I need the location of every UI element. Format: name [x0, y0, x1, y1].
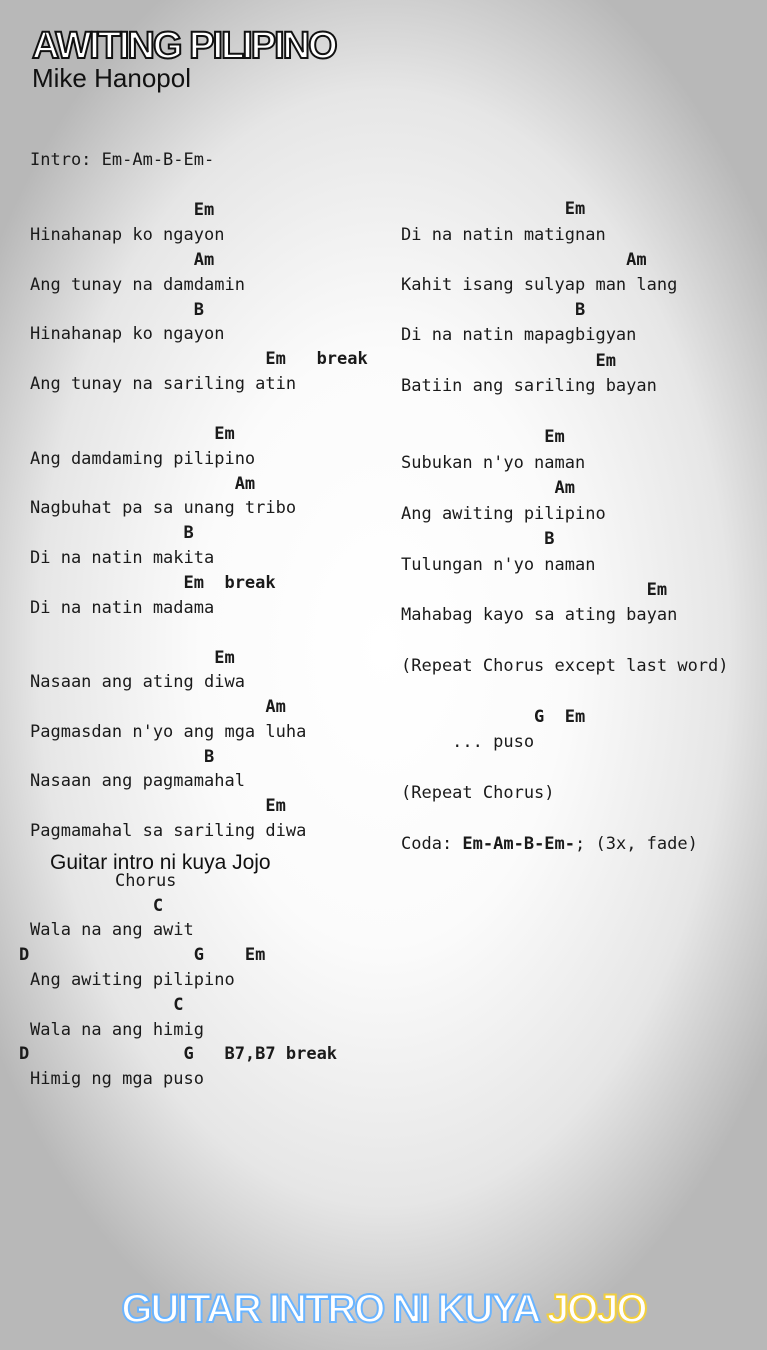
banner-text-part1: GUITAR INTRO NI KUYA — [121, 1287, 547, 1331]
chord-line: C — [30, 995, 184, 1015]
lyric-line: Hinahanap ko ngayon — [30, 324, 225, 344]
chord-line: G Em — [401, 707, 586, 727]
lyric-line: Nasaan ang pagmamahal — [30, 771, 245, 791]
intro-line: Intro: Em-Am-B-Em- — [30, 150, 215, 170]
chord-line: Em — [401, 199, 586, 219]
lyric-line: Ang tunay na damdamin — [30, 275, 245, 295]
lyric-line: Himig ng mga puso — [30, 1069, 204, 1089]
chord-line: Em — [401, 351, 616, 371]
chord-line: Am — [30, 250, 215, 270]
lyric-line: Subukan n'yo naman — [401, 453, 586, 473]
chord-line: Em — [30, 200, 215, 220]
lyric-line: Di na natin makita — [30, 548, 215, 568]
lyric-line: Di na natin matignan — [401, 225, 606, 245]
guitar-intro-note: Guitar intro ni kuya Jojo — [50, 851, 271, 874]
guitar-intro-banner — [0, 1284, 767, 1334]
lyric-line: Ang damdaming pilipino — [30, 449, 256, 469]
chord-line: Em — [30, 648, 235, 668]
repeat-chorus-note: (Repeat Chorus) — [401, 783, 555, 803]
chord-line: B — [30, 523, 194, 543]
chord-line: B — [30, 747, 215, 767]
song-title: AWITING PILIPINO — [32, 25, 336, 67]
coda-label: Coda: — [401, 834, 463, 854]
chord-line: G B7,B7 break — [30, 1044, 338, 1064]
lyric-line: Ang awiting pilipino — [30, 970, 235, 990]
chord-line: Em — [30, 424, 235, 444]
lyric-line: Di na natin madama — [30, 598, 215, 618]
chord-line: D — [19, 945, 30, 965]
chord-line: G Em — [30, 945, 266, 965]
chord-line: Am — [401, 250, 647, 270]
chord-line: B — [30, 300, 204, 320]
lyric-line: Wala na ang himig — [30, 1020, 204, 1040]
lyric-line: Wala na ang awit — [30, 920, 194, 940]
chord-line: B — [401, 300, 586, 320]
chorus-label: Chorus — [115, 871, 177, 891]
lyric-line: Nasaan ang ating diwa — [30, 672, 245, 692]
lyric-line: Kahit isang sulyap man lang — [401, 275, 678, 295]
coda-suffix: ; (3x, fade) — [575, 834, 698, 854]
chord-line: Em break — [30, 573, 276, 593]
coda-chords: Em-Am-B-Em- — [462, 834, 576, 854]
repeat-chorus-note: (Repeat Chorus except last word) — [401, 656, 729, 676]
lyric-line: Mahabag kayo sa ating bayan — [401, 605, 678, 625]
chord-line: B — [401, 529, 555, 549]
lyric-line: Batiin ang sariling bayan — [401, 376, 657, 396]
lyric-line: Pagmamahal sa sariling diwa — [30, 821, 307, 841]
lyric-line: Tulungan n'yo naman — [401, 555, 596, 575]
coda-line — [401, 834, 698, 854]
chord-line: Am — [30, 474, 256, 494]
lyric-line: Ang awiting pilipino — [401, 504, 606, 524]
chord-line: Em — [401, 427, 565, 447]
lyric-line: Pagmasdan n'yo ang mga luha — [30, 722, 307, 742]
chord-line: Em break — [30, 349, 368, 369]
chord-line: Am — [30, 697, 286, 717]
lyric-line: Nagbuhat pa sa unang tribo — [30, 498, 297, 518]
lyric-line: Hinahanap ko ngayon — [30, 225, 225, 245]
song-artist: Mike Hanopol — [32, 63, 191, 93]
lyric-line: ... puso — [401, 732, 535, 752]
lyric-line: Di na natin mapagbigyan — [401, 325, 637, 345]
chord-line: C — [30, 896, 164, 916]
chord-line: Em — [30, 796, 286, 816]
chord-line: Am — [401, 478, 575, 498]
chord-line: D — [19, 1044, 30, 1064]
banner-text-part2: JOJO — [546, 1287, 646, 1331]
lyric-line: Ang tunay na sariling atin — [30, 374, 297, 394]
chord-line: Em — [401, 580, 668, 600]
